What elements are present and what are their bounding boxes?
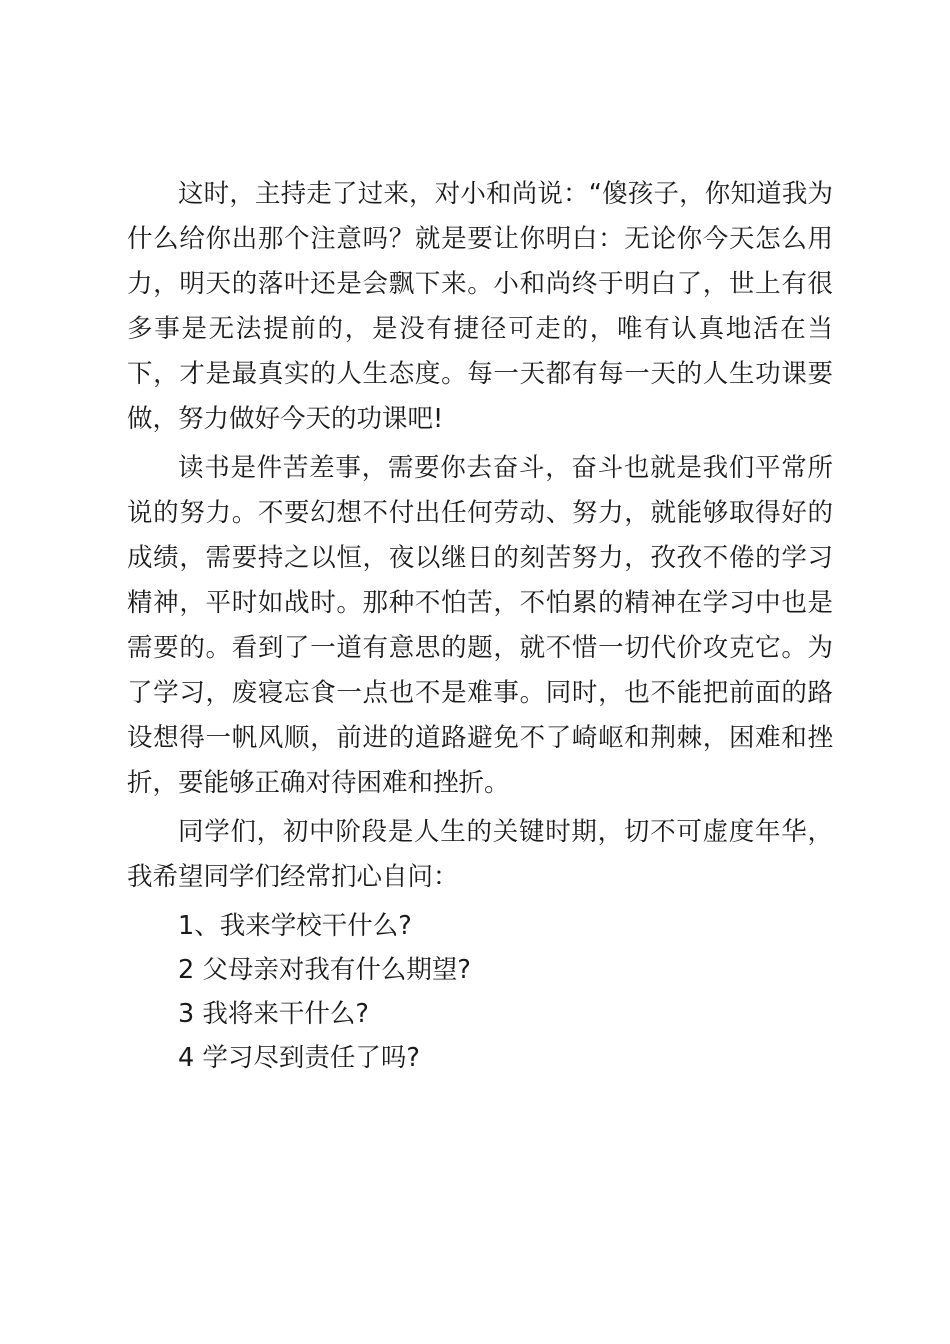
question-item-2: 2 父母亲对我有什么期望? <box>178 955 471 985</box>
question-item-4: 4 学习尽到责任了吗? <box>178 1043 420 1073</box>
paragraph-story: 这时，主持走了过来，对小和尚说：“傻孩子，你知道我为什么给你出那个注意吗？就是要让你明白：无论你今天怎么用力，明天的落叶还是会飘下来。小和尚终于明白了，世上有很多事是无法提前的，是没有捷径可走的，唯有认真地活在当下，才是最真实的人生态度。每一天都有每一天的人生功课要做，努力做好今天的功课吧! <box>127 179 833 434</box>
paragraph-effort: 读书是件苦差事，需要你去奋斗，奋斗也就是我们平常所说的努力。不要幻想不付出任何劳动、努力，就能够取得好的成绩，需要持之以恒，夜以继日的刻苦努力，孜孜不倦的学习精神，平时如战时。那种不怕苦，不怕累的精神在学习中也是需要的。看到了一道有意思的题，就不惜一切代价攻克它。为了学习，废寝忘食一点也不是难事。同时，也不能把前面的路设想得一帆风顺，前进的道路避免不了崎岖和荆棘，困难和挫折，要能够正确对待困难和挫折。 <box>127 453 833 798</box>
question-item-1: 1、我来学校干什么? <box>178 911 412 941</box>
document-body <box>127 172 833 1080</box>
paragraph-intro-questions: 同学们，初中阶段是人生的关键时期，切不可虚度年华，我希望同学们经常扪心自问： <box>127 817 833 892</box>
question-item-3: 3 我将来干什么? <box>178 999 369 1029</box>
